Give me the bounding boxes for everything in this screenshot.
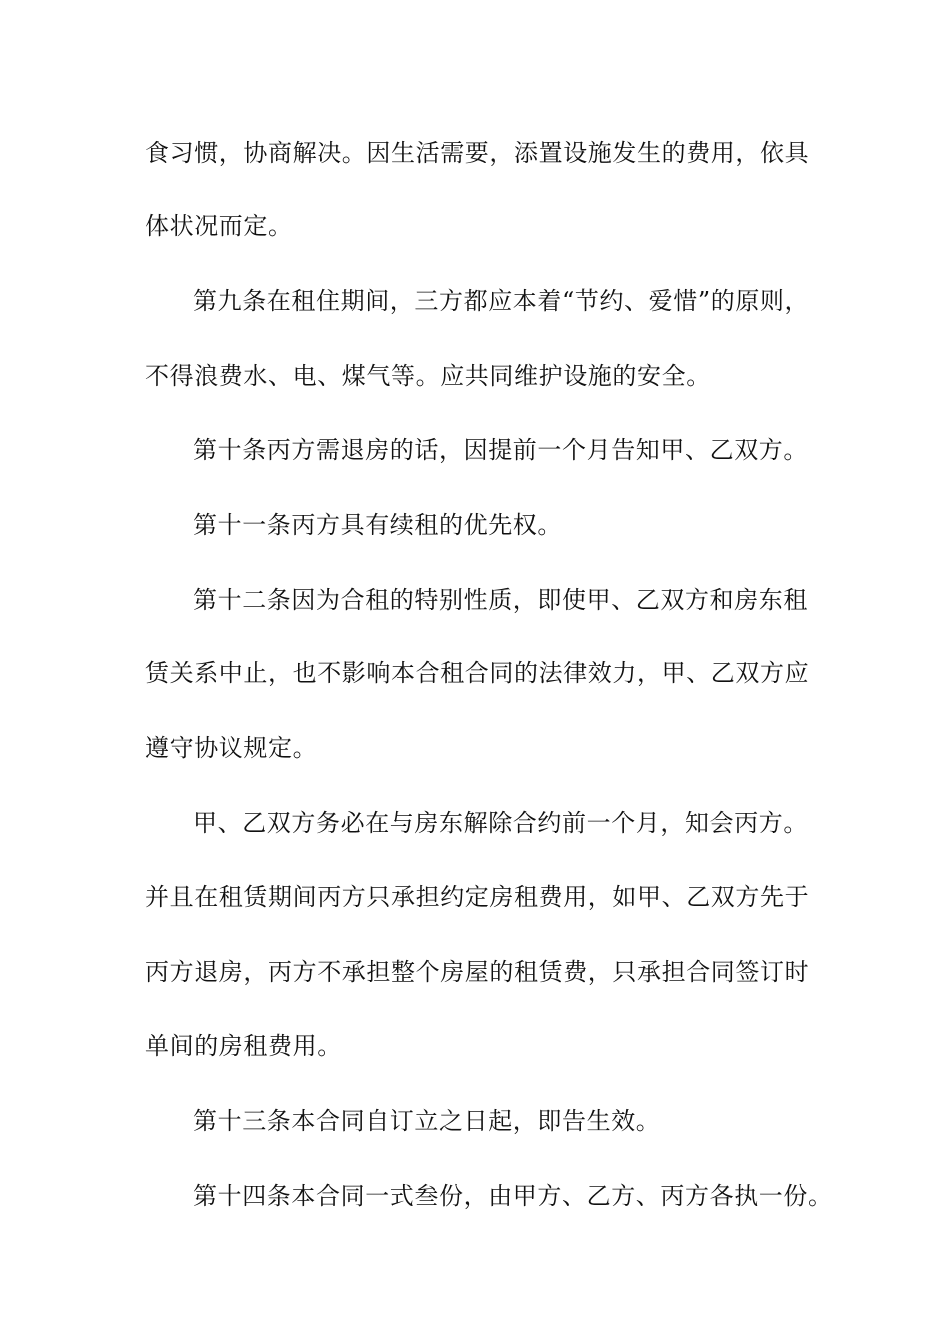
text-line: 遵守协议规定。 — [145, 734, 318, 762]
paragraph-start-line: 第十一条丙方具有续租的优先权。 — [193, 511, 562, 539]
paragraph-start-line: 第十四条本合同一式叁份，由甲方、乙方、丙方各执一份。 — [193, 1182, 833, 1210]
text-line: 食习惯，协商解决。因生活需要，添置设施发生的费用，依具 — [145, 139, 810, 167]
text-line: 单间的房租费用。 — [145, 1032, 342, 1060]
paragraph-start-line: 甲、乙双方务必在与房东解除合约前一个月，知会丙方。 — [193, 809, 808, 837]
text-line: 体状况而定。 — [145, 212, 293, 240]
paragraph-start-line: 第九条在租住期间，三方都应本着“节约、爱惜”的原则， — [193, 287, 810, 315]
paragraph-start-line: 第十二条因为合租的特别性质，即使甲、乙双方和房东租 — [193, 586, 808, 614]
paragraph-start-line: 第十条丙方需退房的话，因提前一个月告知甲、乙双方。 — [193, 436, 808, 464]
text-line: 并且在租赁期间丙方只承担约定房租费用，如甲、乙双方先于 — [145, 883, 810, 911]
text-line: 丙方退房，丙方不承担整个房屋的租赁费，只承担合同签订时 — [145, 958, 810, 986]
text-line: 不得浪费水、电、煤气等。应共同维护设施的安全。 — [145, 362, 711, 390]
paragraph-start-line: 第十三条本合同自订立之日起，即告生效。 — [193, 1107, 661, 1135]
text-line: 赁关系中止，也不影响本合租合同的法律效力，甲、乙双方应 — [145, 659, 810, 687]
